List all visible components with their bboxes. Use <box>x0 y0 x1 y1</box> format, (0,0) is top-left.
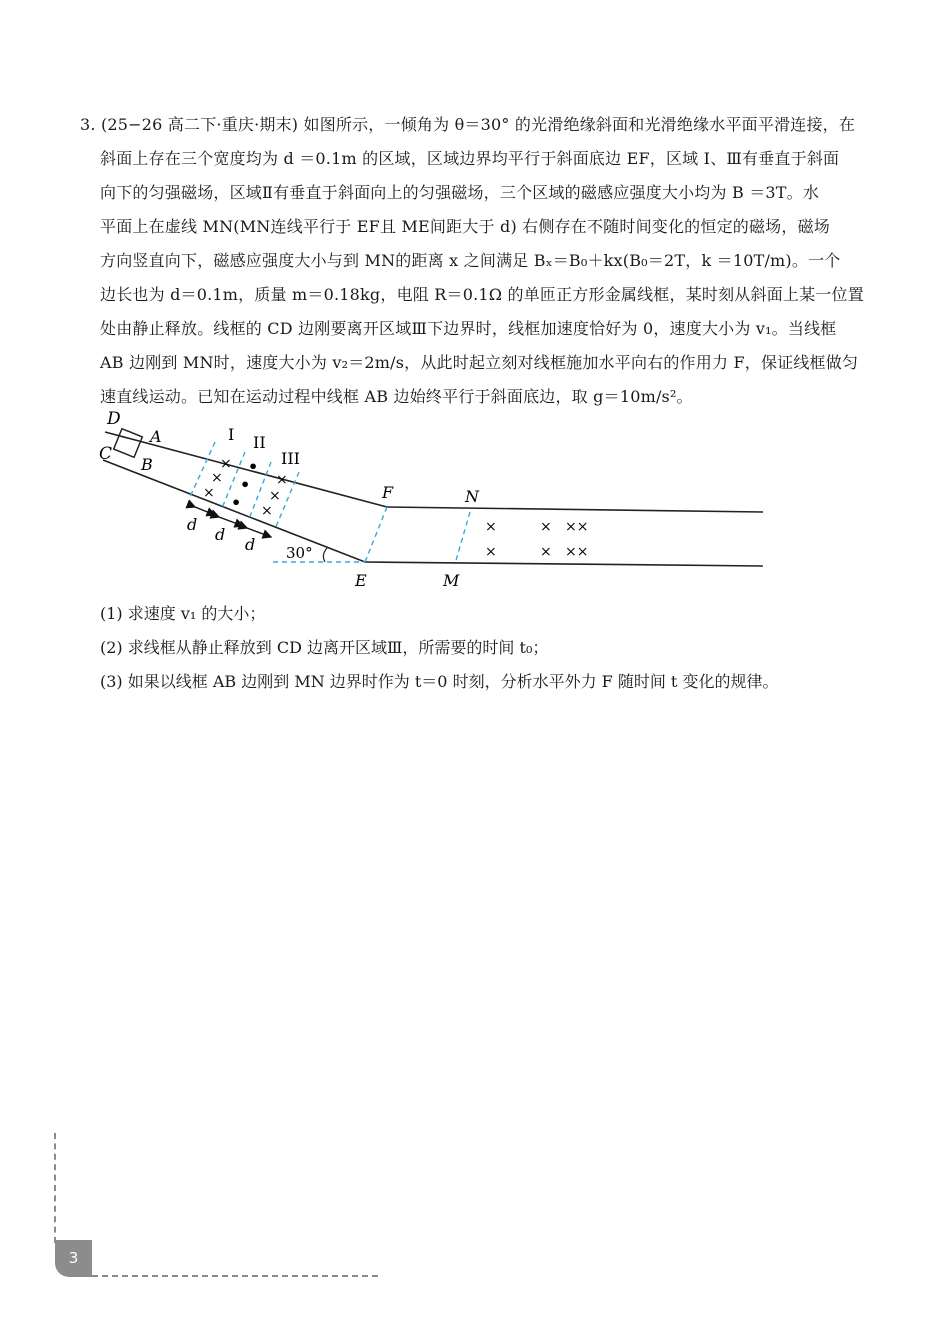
label-d-width: d <box>187 515 198 534</box>
label-d-width: d <box>215 525 226 544</box>
label-e-point: E <box>355 571 367 590</box>
label-a-point: A <box>150 427 162 446</box>
label-n-point: N <box>465 487 479 506</box>
label-b-point: B <box>141 455 153 474</box>
problem-line: AB 边刚到 MN时，速度大小为 v₂＝2m/s，从此时起立刻对线框施加水平向右的作用力 F，保证线框做匀 <box>100 353 859 372</box>
label-angle: 30° <box>286 544 313 562</box>
problem-statement <box>80 108 880 414</box>
field-symbol: × <box>203 485 215 501</box>
field-symbol: × <box>220 456 232 472</box>
field-symbol: × <box>540 519 552 535</box>
problem-line: 处由静止释放。线框的 CD 边刚要离开区域Ⅲ下边界时，线框加速度恰好为 0，速度大小为 v₁。当线框 <box>100 319 837 338</box>
field-symbol: × <box>261 503 273 519</box>
question-item: (2) 求线框从静止释放到 CD 边离开区域Ⅲ，所需要的时间 t₀； <box>100 638 549 657</box>
margin-dashed-horizontal <box>92 1275 378 1277</box>
problem-line: 3. (25−26 高二下·重庆·期末) 如图所示，一倾角为 θ＝30° 的光滑绝缘斜面和光滑绝缘水平面平滑连接，在 <box>80 115 856 134</box>
flat-lower-rail <box>365 562 763 566</box>
problem-line: 边长也为 d＝0.1m，质量 m＝0.18kg，电阻 R＝0.1Ω 的单匝正方形金属线框，某时刻从斜面上某一位置 <box>100 285 864 304</box>
field-symbol: × <box>211 470 223 486</box>
field-symbol: × <box>540 544 552 560</box>
field-symbol: ×× <box>565 544 589 560</box>
d-arrow <box>195 507 215 515</box>
label-c-point: C <box>99 444 113 464</box>
page-number: 3 <box>68 1249 79 1267</box>
label-region-3: III <box>281 449 300 468</box>
problem-line: 平面上在虚线 MN(MN连线平行于 EF且 ME间距大于 d) 右侧存在不随时间变化的恒定的磁场，磁场 <box>100 217 830 236</box>
square-frame <box>114 429 143 458</box>
label-d-width: d <box>245 535 256 554</box>
problem-line: 方向竖直向下，磁感应强度大小与到 MN的距离 x 之间满足 Bₓ＝B₀＋kx(B₀＝2T，k ＝10T/m)。一个 <box>100 251 841 270</box>
question-item: (1) 求速度 v₁ 的大小； <box>100 604 266 623</box>
angle-arc <box>323 548 327 562</box>
field-symbol: × <box>276 472 288 488</box>
field-symbol: × <box>269 488 281 504</box>
problem-line: 斜面上存在三个宽度均为 d ＝0.1m 的区域，区域边界均平行于斜面底边 EF，区域 Ⅰ、Ⅲ有垂直于斜面 <box>100 149 840 168</box>
field-symbol: • <box>231 493 242 512</box>
label-d-point: D <box>107 409 121 429</box>
flat-upper-rail <box>387 507 763 512</box>
label-m-point: M <box>443 571 460 590</box>
physics-diagram <box>95 402 775 592</box>
field-symbol: • <box>248 457 259 476</box>
ef-boundary <box>365 507 387 562</box>
label-region-2: II <box>253 433 266 452</box>
field-symbol: ×× <box>565 519 589 535</box>
question-item: (3) 如果以线框 AB 边刚到 MN 边界时作为 t＝0 时刻，分析水平外力 F 随时间 t 变化的规律。 <box>100 672 779 691</box>
margin-dashed-vertical <box>54 1133 56 1243</box>
field-symbol: × <box>485 519 497 535</box>
field-symbol: • <box>240 475 251 494</box>
field-symbol: × <box>485 544 497 560</box>
problem-line: 向下的匀强磁场，区域Ⅱ有垂直于斜面向上的匀强磁场，三个区域的磁感应强度大小均为 B ＝3T。水 <box>100 183 820 202</box>
question-list <box>100 597 880 699</box>
mn-boundary <box>455 512 470 564</box>
label-f-point: F <box>382 483 394 502</box>
label-region-1: I <box>228 425 235 444</box>
problem-line: 速直线运动。已知在运动过程中线框 AB 边始终平行于斜面底边，取 g＝10m/s²。 <box>100 387 693 406</box>
